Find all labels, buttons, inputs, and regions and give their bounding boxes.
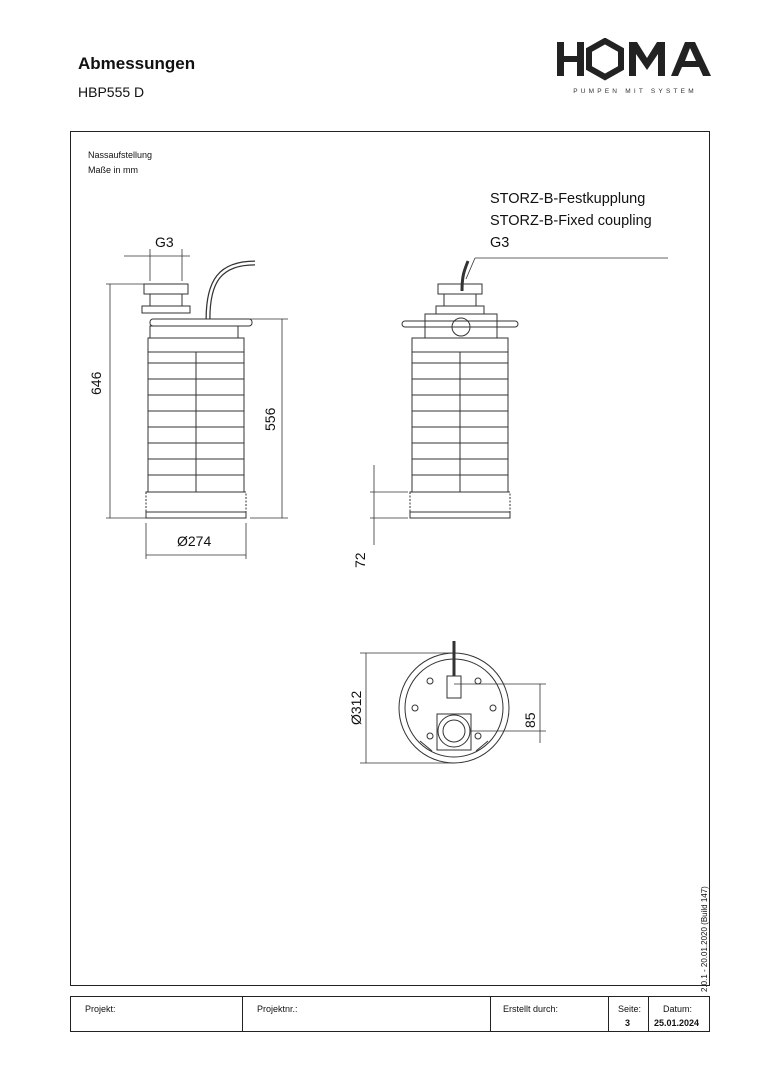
erstellt-label: Erstellt durch: xyxy=(503,1004,559,1014)
dim-base-diameter: Ø274 xyxy=(177,533,212,549)
dim-total-height: 646 xyxy=(88,371,104,395)
homa-logo xyxy=(555,38,715,98)
projekt-cell xyxy=(71,997,243,1031)
projektnr-label: Projektnr.: xyxy=(257,1004,298,1014)
model-subtitle: HBP555 D xyxy=(78,84,145,100)
seite-cell xyxy=(609,997,649,1031)
title-block xyxy=(70,996,710,1032)
version-stamp: 2.0.1 - 20.01.2020 (Build 147) xyxy=(700,886,709,992)
pump-top-view xyxy=(399,641,509,763)
dim-top-diameter: Ø312 xyxy=(348,690,364,725)
coupling-label-de: STORZ-B-Festkupplung xyxy=(490,191,646,207)
projektnr-cell xyxy=(243,997,491,1031)
units-note: Maße in mm xyxy=(88,165,139,175)
seite-value: 3 xyxy=(625,1018,631,1028)
datum-value: 25.01.2024 xyxy=(654,1018,700,1028)
side-dimensions xyxy=(370,465,408,545)
dim-body-height: 556 xyxy=(262,407,278,431)
pump-front-view xyxy=(142,263,255,518)
technical-drawing xyxy=(70,131,710,986)
pump-side-view xyxy=(402,261,518,518)
projekt-label: Projekt: xyxy=(85,1004,116,1014)
page-title: Abmessungen xyxy=(78,54,196,73)
coupling-label-en: STORZ-B-Fixed coupling xyxy=(490,213,652,229)
seite-label: Seite: xyxy=(618,1004,642,1014)
coupling-size: G3 xyxy=(490,235,510,251)
erstellt-cell xyxy=(491,997,609,1031)
datum-cell xyxy=(649,997,709,1031)
dim-clearance: 72 xyxy=(352,552,368,568)
dim-outlet-size: G3 xyxy=(155,234,174,250)
dim-outlet-offset: 85 xyxy=(522,712,538,728)
svg-text:PUMPEN MIT SYSTEM: PUMPEN MIT SYSTEM xyxy=(573,88,697,95)
datum-label: Datum: xyxy=(663,1004,693,1014)
installation-type: Nassaufstellung xyxy=(88,150,153,160)
